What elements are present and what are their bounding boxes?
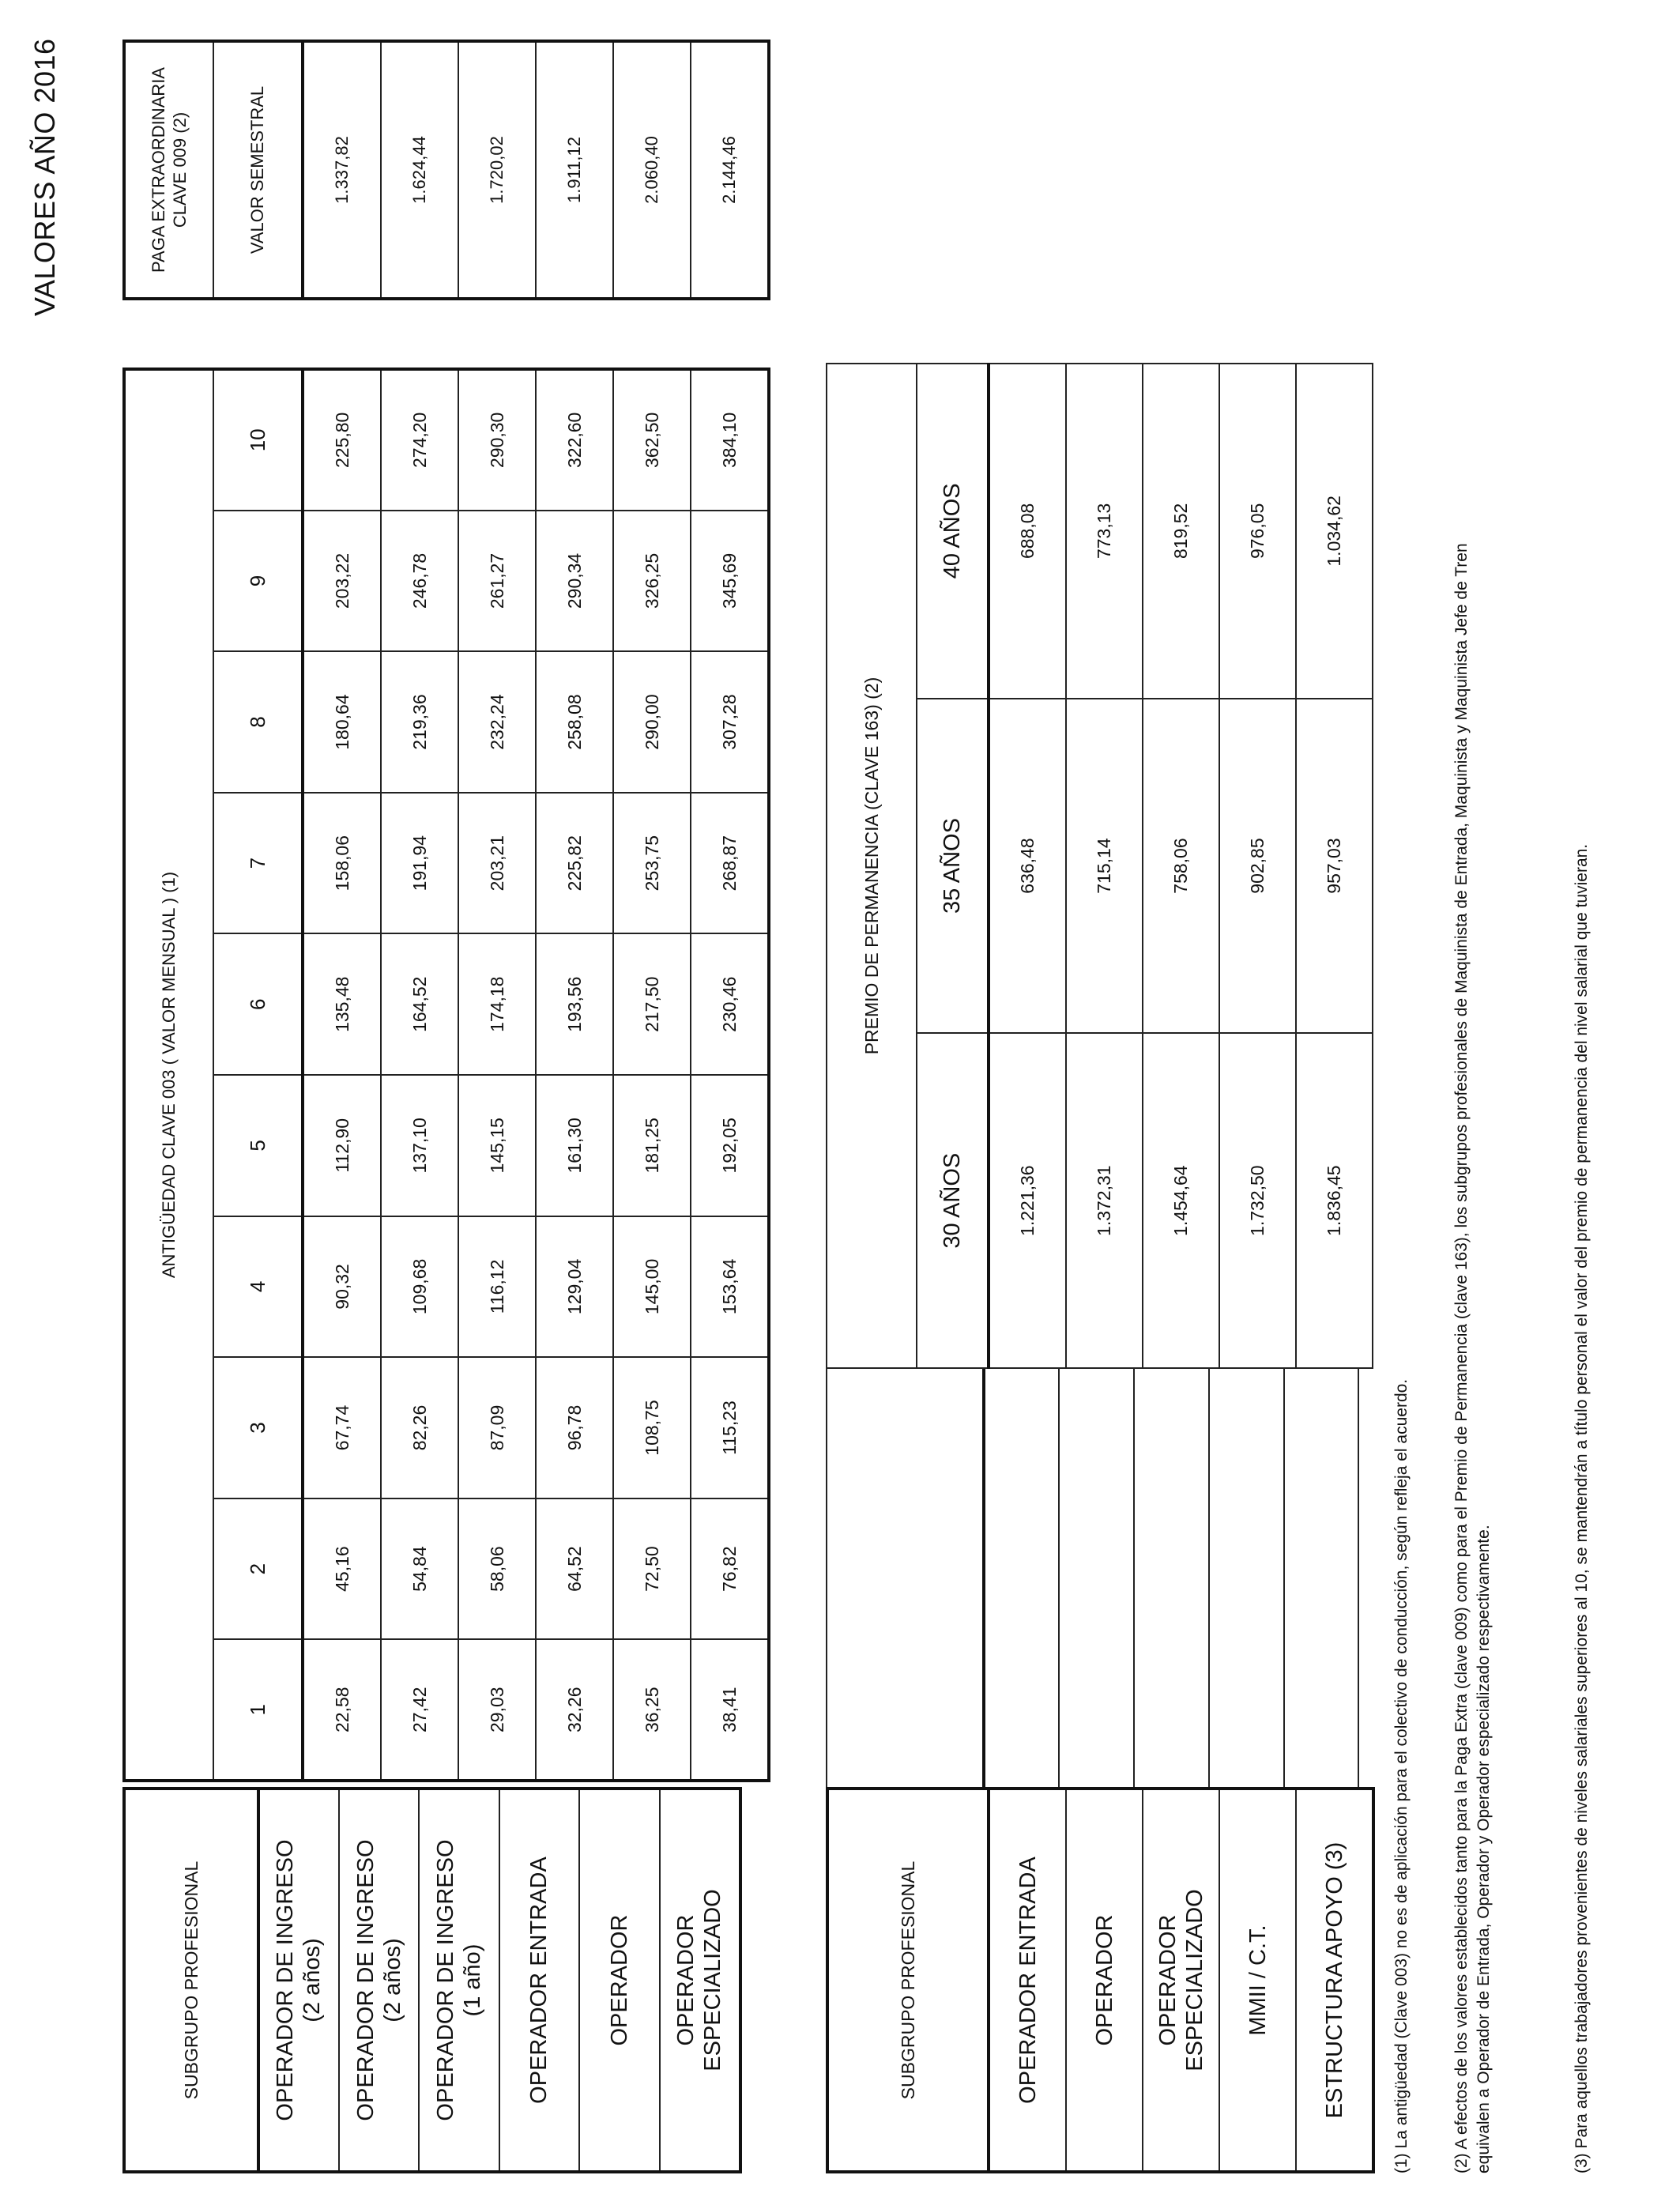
table2-row-label: ESTRUCTURA APOYO (3) xyxy=(1296,1789,1373,2172)
table-cell: 203,22 xyxy=(303,511,381,652)
table-cell: 145,15 xyxy=(458,1075,536,1216)
table-cell: 1.732,50 xyxy=(1219,1033,1296,1368)
table1-col-header: 8 xyxy=(213,651,303,793)
table-cell: 1.911,12 xyxy=(536,41,613,299)
footnote-2: (2) A efectos de los valores establecidos tanto para la Paga Extra (clave 009) como para el Premio de Permanencia (clave 163), los subgrupos profesionales de Maquinista de Entrada, Maquinista y Maquinista Jefe de Tren equivalen a Operador de Entrada, Operador y Operador especializado respectivamente. xyxy=(1452,543,1493,2173)
table-cell: 67,74 xyxy=(303,1357,381,1498)
table1-row-label: OPERADOR ESPECIALIZADO xyxy=(660,1789,740,2172)
table-cell: 164,52 xyxy=(381,933,458,1075)
table-row xyxy=(613,369,691,1781)
table-cell: 38,41 xyxy=(691,1639,769,1781)
table2-col-header: 40 AÑOS xyxy=(917,364,989,699)
table1-col-header: 9 xyxy=(213,511,303,652)
table-cell: 773,13 xyxy=(1066,364,1143,699)
table-cell: 137,10 xyxy=(381,1075,458,1216)
table-cell: 1.624,44 xyxy=(381,41,458,299)
table-row xyxy=(1066,364,1143,1368)
table-row xyxy=(1219,364,1296,1368)
table-cell: 253,75 xyxy=(613,793,691,934)
table1-paga-extraordinaria xyxy=(122,40,770,300)
table-cell: 22,58 xyxy=(303,1639,381,1781)
table-cell: 76,82 xyxy=(691,1498,769,1640)
table-cell: 217,50 xyxy=(613,933,691,1075)
table-cell: 1.454,64 xyxy=(1143,1033,1219,1368)
table-cell: 181,25 xyxy=(613,1075,691,1216)
table-cell: 1.337,82 xyxy=(303,41,381,299)
table-cell: 1.836,45 xyxy=(1296,1033,1373,1368)
table2-row-label: MMII / C.T. xyxy=(1219,1789,1296,2172)
table-cell: 180,64 xyxy=(303,651,381,793)
premio-permanencia-header: PREMIO DE PERMANENCIA (CLAVE 163) (2) xyxy=(827,364,917,1368)
table-cell: 45,16 xyxy=(303,1498,381,1640)
table-cell: 2.060,40 xyxy=(613,41,691,299)
table-cell: 158,06 xyxy=(303,793,381,934)
table-cell: 203,21 xyxy=(458,793,536,934)
table-cell: 153,64 xyxy=(691,1216,769,1358)
table2-row-label: OPERADOR ENTRADA xyxy=(989,1789,1066,2172)
table1-col-header: 4 xyxy=(213,1216,303,1358)
table1-row-label: OPERADOR ENTRADA xyxy=(499,1789,579,2172)
table-row xyxy=(381,369,458,1781)
table-cell: 274,20 xyxy=(381,369,458,511)
table-cell: 193,56 xyxy=(536,933,613,1075)
table-cell: 715,14 xyxy=(1066,699,1143,1034)
table2-premio-permanencia xyxy=(826,363,1373,1369)
paga-extraordinaria-header: PAGA EXTRAORDINARIA CLAVE 009 (2) xyxy=(124,41,213,299)
table1-col-header: 3 xyxy=(213,1357,303,1498)
table-cell: 36,25 xyxy=(613,1639,691,1781)
table-cell: 115,23 xyxy=(691,1357,769,1498)
table-cell: 225,80 xyxy=(303,369,381,511)
table2-col-header: 35 AÑOS xyxy=(917,699,989,1034)
table-cell: 192,05 xyxy=(691,1075,769,1216)
table-cell: 174,18 xyxy=(458,933,536,1075)
table-row xyxy=(989,364,1066,1368)
table-cell: 64,52 xyxy=(536,1498,613,1640)
table-cell: 27,42 xyxy=(381,1639,458,1781)
table2-col-header: 30 AÑOS xyxy=(917,1033,989,1368)
table-cell: 219,36 xyxy=(381,651,458,793)
footnote-3: (3) Para aquellos trabajadores provenientes de niveles salariales superiores al 10, se mantendrán a título personal el valor del premio de permanencia del nivel salarial que tuvieran. xyxy=(1573,843,1591,2173)
table1-col-header: 7 xyxy=(213,793,303,934)
table-cell: 957,03 xyxy=(1296,699,1373,1034)
table-cell: 819,52 xyxy=(1143,364,1219,699)
table-row xyxy=(1143,364,1219,1368)
table-cell: 191,94 xyxy=(381,793,458,934)
table-cell: 322,60 xyxy=(536,369,613,511)
table-cell: 290,30 xyxy=(458,369,536,511)
page-title: VALORES AÑO 2016 xyxy=(28,38,61,316)
table-row xyxy=(536,369,613,1781)
table-cell: 135,48 xyxy=(303,933,381,1075)
table1-subgrupo-header: SUBGRUPO PROFESIONAL xyxy=(124,1789,258,2172)
table-cell: 90,32 xyxy=(303,1216,381,1358)
table1-row-label: OPERADOR DE INGRESO (1 año) xyxy=(419,1789,499,2172)
table-cell: 290,34 xyxy=(536,511,613,652)
table-cell: 230,46 xyxy=(691,933,769,1075)
table-cell: 1.221,36 xyxy=(989,1033,1066,1368)
table1-subgrupo xyxy=(122,1787,742,2173)
table1-row-label: OPERADOR DE INGRESO (2 años) xyxy=(258,1789,339,2172)
table-cell: 96,78 xyxy=(536,1357,613,1498)
valor-semestral-header: VALOR SEMESTRAL xyxy=(213,41,303,299)
table-cell: 758,06 xyxy=(1143,699,1219,1034)
table-cell: 82,26 xyxy=(381,1357,458,1498)
table-cell: 1.034,62 xyxy=(1296,364,1373,699)
table-cell: 2.144,46 xyxy=(691,41,769,299)
table2-subgrupo-header: SUBGRUPO PROFESIONAL xyxy=(827,1789,989,2172)
table1-col-header: 10 xyxy=(213,369,303,511)
table2-row-label: OPERADOR xyxy=(1066,1789,1143,2172)
table-cell: 1.372,31 xyxy=(1066,1033,1143,1368)
table-cell: 54,84 xyxy=(381,1498,458,1640)
table-row xyxy=(1296,364,1373,1368)
table-cell: 145,00 xyxy=(613,1216,691,1358)
table-cell: 902,85 xyxy=(1219,699,1296,1034)
table2-subgrupo xyxy=(826,1787,1375,2173)
table-cell: 232,24 xyxy=(458,651,536,793)
table-cell: 87,09 xyxy=(458,1357,536,1498)
table1-row-label: OPERADOR DE INGRESO (2 años) xyxy=(339,1789,419,2172)
table-cell: 109,68 xyxy=(381,1216,458,1358)
table-cell: 108,75 xyxy=(613,1357,691,1498)
table1-col-header: 1 xyxy=(213,1639,303,1781)
table-cell: 326,25 xyxy=(613,511,691,652)
table-cell: 384,10 xyxy=(691,369,769,511)
table2-row-lines xyxy=(826,1369,1359,1787)
table-cell: 362,50 xyxy=(613,369,691,511)
table-cell: 258,08 xyxy=(536,651,613,793)
table1-col-header: 5 xyxy=(213,1075,303,1216)
table-row xyxy=(303,369,381,1781)
table1-antiguedad-header: ANTIGÜEDAD CLAVE 003 ( VALOR MENSUAL ) (1) xyxy=(124,369,213,1781)
table-cell: 29,03 xyxy=(458,1639,536,1781)
table-cell: 976,05 xyxy=(1219,364,1296,699)
table1-row-label: OPERADOR xyxy=(579,1789,659,2172)
table-cell: 116,12 xyxy=(458,1216,536,1358)
table-row xyxy=(691,369,769,1781)
table1-antiguedad xyxy=(122,368,770,1782)
table-cell: 688,08 xyxy=(989,364,1066,699)
table-cell: 1.720,02 xyxy=(458,41,536,299)
table-cell: 112,90 xyxy=(303,1075,381,1216)
table-row xyxy=(458,369,536,1781)
table1-col-header: 6 xyxy=(213,933,303,1075)
table-cell: 345,69 xyxy=(691,511,769,652)
table-cell: 246,78 xyxy=(381,511,458,652)
table-cell: 58,06 xyxy=(458,1498,536,1640)
table-cell: 307,28 xyxy=(691,651,769,793)
table-cell: 261,27 xyxy=(458,511,536,652)
table-cell: 161,30 xyxy=(536,1075,613,1216)
table-cell: 32,26 xyxy=(536,1639,613,1781)
table-cell: 72,50 xyxy=(613,1498,691,1640)
footnote-1: (1) La antigüedad (Clave 003) no es de aplicación para el colectivo de conducción, según refleja el acuerdo. xyxy=(1392,1378,1411,2173)
table1-col-header: 2 xyxy=(213,1498,303,1640)
table-cell: 129,04 xyxy=(536,1216,613,1358)
table-cell: 636,48 xyxy=(989,699,1066,1034)
table2-row-label: OPERADOR ESPECIALIZADO xyxy=(1143,1789,1219,2172)
table-cell: 268,87 xyxy=(691,793,769,934)
table-cell: 225,82 xyxy=(536,793,613,934)
table-cell: 290,00 xyxy=(613,651,691,793)
